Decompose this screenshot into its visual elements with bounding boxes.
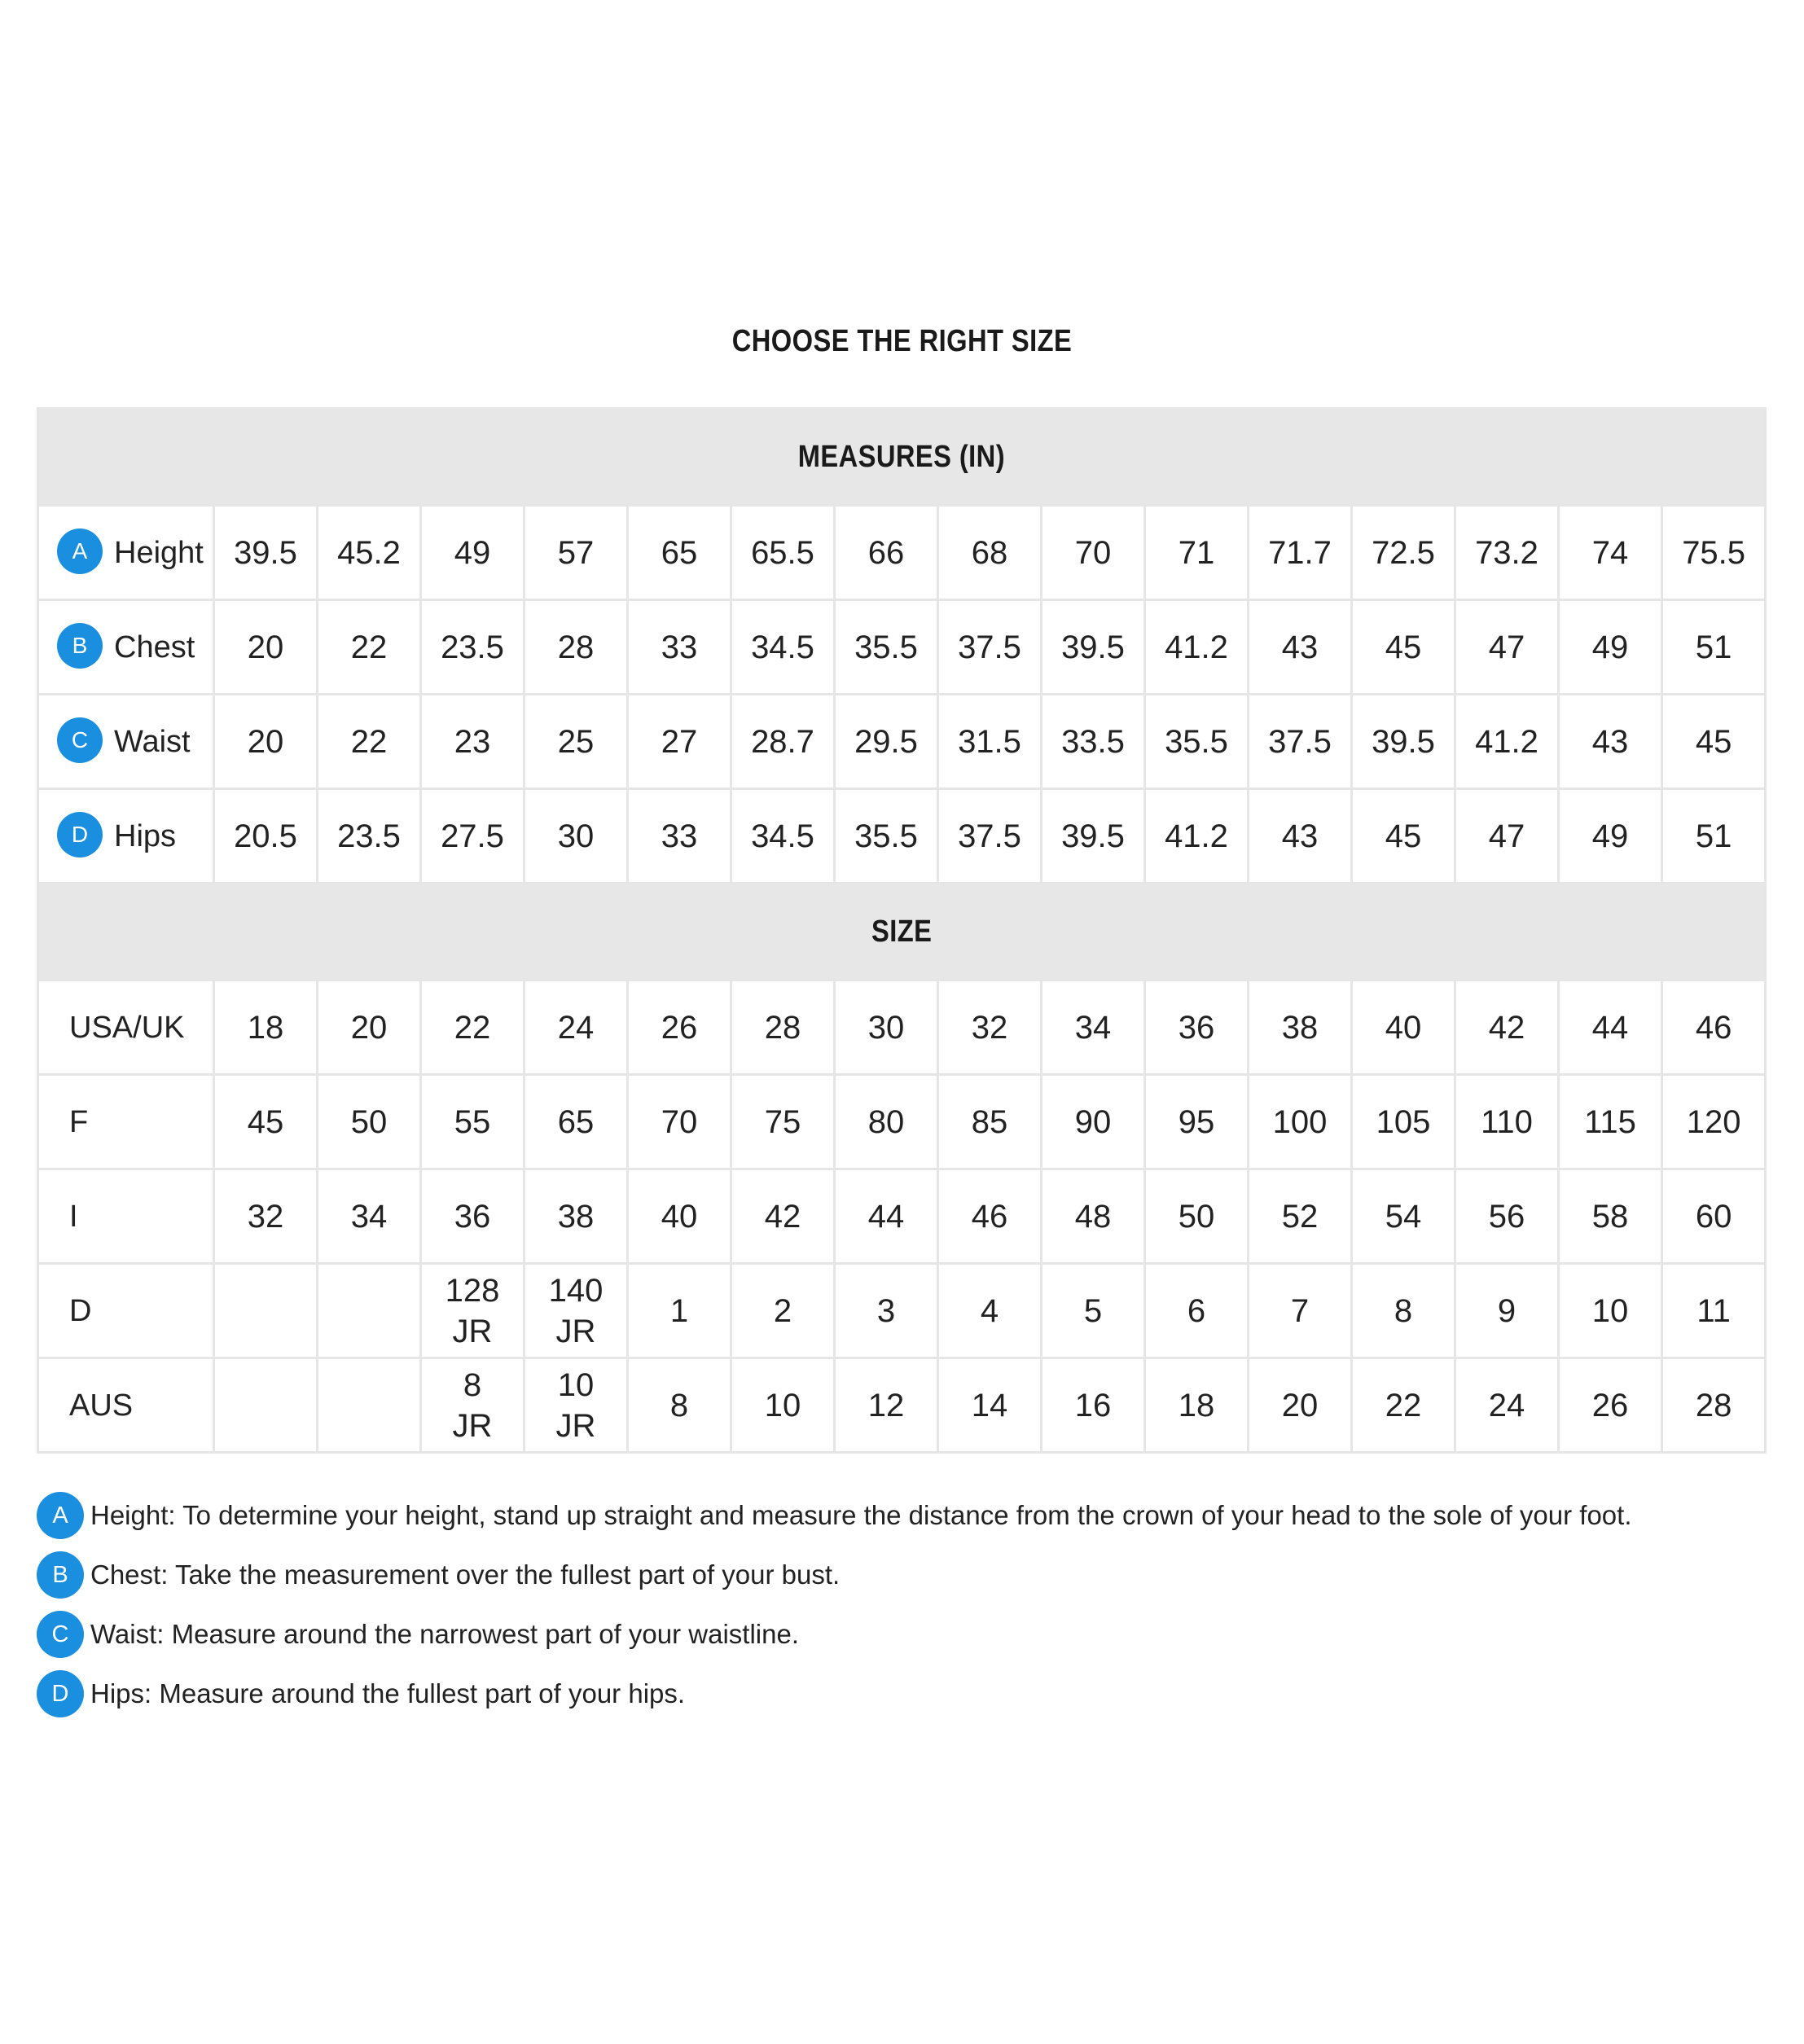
measure-value-cell: 39.5 bbox=[1042, 600, 1145, 695]
measure-row-waist bbox=[38, 695, 1766, 789]
size-value-cell: 24 bbox=[1455, 1358, 1559, 1453]
measure-value-cell: 51 bbox=[1662, 600, 1766, 695]
measure-value-cell: 49 bbox=[421, 506, 525, 600]
measure-value-cell: 49 bbox=[1559, 600, 1662, 695]
size-header-label: SIZE bbox=[871, 915, 933, 949]
note-badge: A bbox=[37, 1492, 84, 1539]
size-value-cell: 48 bbox=[1042, 1169, 1145, 1264]
size-value-cell: 18 bbox=[1145, 1358, 1249, 1453]
measurement-notes bbox=[37, 1492, 1767, 1730]
size-value-cell: 75 bbox=[731, 1075, 835, 1169]
size-header bbox=[38, 884, 1766, 980]
size-value-cell: 46 bbox=[1662, 980, 1766, 1075]
measure-value-cell: 45.2 bbox=[318, 506, 421, 600]
note-item bbox=[37, 1492, 1767, 1539]
measure-value-cell: 28 bbox=[525, 600, 628, 695]
measure-value-cell: 75.5 bbox=[1662, 506, 1766, 600]
size-value-cell: 65 bbox=[525, 1075, 628, 1169]
size-label: I bbox=[38, 1169, 214, 1264]
size-value-cell: 55 bbox=[421, 1075, 525, 1169]
size-value-cell: 58 bbox=[1559, 1169, 1662, 1264]
size-row bbox=[38, 1075, 1766, 1169]
size-value-cell: 28 bbox=[731, 980, 835, 1075]
size-header-row bbox=[38, 884, 1766, 980]
size-value-cell: 2 bbox=[731, 1264, 835, 1358]
size-value-cell: 26 bbox=[1559, 1358, 1662, 1453]
measure-value-cell: 45 bbox=[1352, 789, 1455, 884]
size-value-cell: 128 JR bbox=[421, 1264, 525, 1358]
size-value-cell: 45 bbox=[214, 1075, 318, 1169]
measure-value-cell: 33 bbox=[628, 600, 731, 695]
measure-value-cell: 71 bbox=[1145, 506, 1249, 600]
size-value-cell: 100 bbox=[1249, 1075, 1352, 1169]
size-value-cell: 80 bbox=[835, 1075, 938, 1169]
measure-label-cell bbox=[38, 789, 214, 884]
note-item bbox=[37, 1551, 1767, 1599]
size-label: USA/UK bbox=[38, 980, 214, 1075]
size-row bbox=[38, 1169, 1766, 1264]
note-item bbox=[37, 1611, 1767, 1658]
measure-value-cell: 66 bbox=[835, 506, 938, 600]
size-value-cell: 46 bbox=[938, 1169, 1042, 1264]
size-value-cell: 26 bbox=[628, 980, 731, 1075]
measures-header-row bbox=[38, 409, 1766, 506]
measure-label: Height bbox=[114, 535, 204, 570]
measure-badge: A bbox=[57, 529, 103, 574]
size-value-cell: 40 bbox=[1352, 980, 1455, 1075]
note-badge: C bbox=[37, 1611, 84, 1658]
size-value-cell: 54 bbox=[1352, 1169, 1455, 1264]
size-value-cell: 11 bbox=[1662, 1264, 1766, 1358]
size-value-cell: 32 bbox=[214, 1169, 318, 1264]
measure-value-cell: 65.5 bbox=[731, 506, 835, 600]
measure-value-cell: 41.2 bbox=[1145, 789, 1249, 884]
measure-value-cell: 34.5 bbox=[731, 600, 835, 695]
size-value-cell: 36 bbox=[421, 1169, 525, 1264]
measure-value-cell: 74 bbox=[1559, 506, 1662, 600]
size-value-cell bbox=[318, 1264, 421, 1358]
size-value-cell: 24 bbox=[525, 980, 628, 1075]
size-value-cell: 50 bbox=[1145, 1169, 1249, 1264]
note-text: Waist: Measure around the narrowest part of your waistline. bbox=[90, 1619, 800, 1649]
size-value-cell: 12 bbox=[835, 1358, 938, 1453]
size-value-cell: 4 bbox=[938, 1264, 1042, 1358]
measure-value-cell: 37.5 bbox=[938, 600, 1042, 695]
measure-value-cell: 51 bbox=[1662, 789, 1766, 884]
size-value-cell: 1 bbox=[628, 1264, 731, 1358]
size-value-cell: 120 bbox=[1662, 1075, 1766, 1169]
measures-header bbox=[38, 409, 1766, 506]
size-row bbox=[38, 980, 1766, 1075]
measure-value-cell: 39.5 bbox=[214, 506, 318, 600]
size-value-cell: 38 bbox=[525, 1169, 628, 1264]
size-value-cell: 22 bbox=[1352, 1358, 1455, 1453]
size-value-cell: 95 bbox=[1145, 1075, 1249, 1169]
measure-value-cell: 29.5 bbox=[835, 695, 938, 789]
measure-value-cell: 45 bbox=[1352, 600, 1455, 695]
measure-value-cell: 41.2 bbox=[1145, 600, 1249, 695]
size-value-cell: 16 bbox=[1042, 1358, 1145, 1453]
note-text: Chest: Take the measurement over the fullest part of your bust. bbox=[90, 1559, 841, 1590]
size-value-cell: 18 bbox=[214, 980, 318, 1075]
size-chart-table bbox=[37, 407, 1767, 1454]
size-row bbox=[38, 1358, 1766, 1453]
size-value-cell: 5 bbox=[1042, 1264, 1145, 1358]
measure-value-cell: 22 bbox=[318, 695, 421, 789]
measure-value-cell: 43 bbox=[1249, 789, 1352, 884]
size-value-cell: 85 bbox=[938, 1075, 1042, 1169]
size-value-cell: 34 bbox=[1042, 980, 1145, 1075]
measure-value-cell: 23.5 bbox=[421, 600, 525, 695]
measure-badge: B bbox=[57, 623, 103, 669]
measure-value-cell: 37.5 bbox=[1249, 695, 1352, 789]
size-value-cell: 7 bbox=[1249, 1264, 1352, 1358]
measure-value-cell: 22 bbox=[318, 600, 421, 695]
size-row bbox=[38, 1264, 1766, 1358]
measure-value-cell: 71.7 bbox=[1249, 506, 1352, 600]
size-value-cell: 30 bbox=[835, 980, 938, 1075]
page-title: CHOOSE THE RIGHT SIZE bbox=[731, 324, 1073, 358]
size-value-cell: 38 bbox=[1249, 980, 1352, 1075]
measure-value-cell: 39.5 bbox=[1352, 695, 1455, 789]
measure-value-cell: 41.2 bbox=[1455, 695, 1559, 789]
measure-value-cell: 68 bbox=[938, 506, 1042, 600]
measure-row-height bbox=[38, 506, 1766, 600]
measure-value-cell: 65 bbox=[628, 506, 731, 600]
measure-value-cell: 20 bbox=[214, 600, 318, 695]
size-value-cell: 44 bbox=[1559, 980, 1662, 1075]
size-value-cell: 9 bbox=[1455, 1264, 1559, 1358]
measure-value-cell: 33 bbox=[628, 789, 731, 884]
size-value-cell: 8 bbox=[628, 1358, 731, 1453]
size-value-cell: 10 bbox=[731, 1358, 835, 1453]
size-value-cell: 22 bbox=[421, 980, 525, 1075]
size-value-cell: 3 bbox=[835, 1264, 938, 1358]
size-label: F bbox=[38, 1075, 214, 1169]
size-label: D bbox=[38, 1264, 214, 1358]
measure-label-cell bbox=[38, 506, 214, 600]
measure-label: Waist bbox=[114, 724, 191, 759]
size-value-cell: 36 bbox=[1145, 980, 1249, 1075]
measure-value-cell: 39.5 bbox=[1042, 789, 1145, 884]
measure-value-cell: 37.5 bbox=[938, 789, 1042, 884]
size-label: AUS bbox=[38, 1358, 214, 1453]
measure-value-cell: 25 bbox=[525, 695, 628, 789]
measure-row-chest bbox=[38, 600, 1766, 695]
size-value-cell: 105 bbox=[1352, 1075, 1455, 1169]
size-value-cell: 90 bbox=[1042, 1075, 1145, 1169]
size-value-cell: 115 bbox=[1559, 1075, 1662, 1169]
measure-value-cell: 20.5 bbox=[214, 789, 318, 884]
measure-value-cell: 47 bbox=[1455, 600, 1559, 695]
size-value-cell: 32 bbox=[938, 980, 1042, 1075]
size-value-cell: 20 bbox=[1249, 1358, 1352, 1453]
size-value-cell: 8 JR bbox=[421, 1358, 525, 1453]
measure-value-cell: 30 bbox=[525, 789, 628, 884]
size-value-cell: 50 bbox=[318, 1075, 421, 1169]
measure-value-cell: 35.5 bbox=[835, 789, 938, 884]
size-value-cell: 10 JR bbox=[525, 1358, 628, 1453]
size-value-cell bbox=[214, 1358, 318, 1453]
size-value-cell: 70 bbox=[628, 1075, 731, 1169]
measure-value-cell: 35.5 bbox=[835, 600, 938, 695]
size-value-cell bbox=[214, 1264, 318, 1358]
size-value-cell: 42 bbox=[1455, 980, 1559, 1075]
measure-value-cell: 23 bbox=[421, 695, 525, 789]
size-value-cell: 44 bbox=[835, 1169, 938, 1264]
measure-value-cell: 47 bbox=[1455, 789, 1559, 884]
measure-value-cell: 27 bbox=[628, 695, 731, 789]
size-value-cell: 52 bbox=[1249, 1169, 1352, 1264]
measure-row-hips bbox=[38, 789, 1766, 884]
measure-value-cell: 27.5 bbox=[421, 789, 525, 884]
measure-value-cell: 73.2 bbox=[1455, 506, 1559, 600]
measure-value-cell: 23.5 bbox=[318, 789, 421, 884]
size-value-cell: 10 bbox=[1559, 1264, 1662, 1358]
note-badge: B bbox=[37, 1551, 84, 1599]
size-value-cell: 28 bbox=[1662, 1358, 1766, 1453]
measure-value-cell: 57 bbox=[525, 506, 628, 600]
measure-value-cell: 31.5 bbox=[938, 695, 1042, 789]
size-value-cell: 110 bbox=[1455, 1075, 1559, 1169]
size-value-cell: 60 bbox=[1662, 1169, 1766, 1264]
size-value-cell: 56 bbox=[1455, 1169, 1559, 1264]
measure-value-cell: 28.7 bbox=[731, 695, 835, 789]
measure-value-cell: 20 bbox=[214, 695, 318, 789]
note-badge: D bbox=[37, 1670, 84, 1717]
size-value-cell: 14 bbox=[938, 1358, 1042, 1453]
measure-value-cell: 43 bbox=[1249, 600, 1352, 695]
note-item bbox=[37, 1670, 1767, 1717]
measure-badge: D bbox=[57, 812, 103, 858]
measure-badge: C bbox=[57, 717, 103, 763]
measure-value-cell: 33.5 bbox=[1042, 695, 1145, 789]
size-value-cell: 8 bbox=[1352, 1264, 1455, 1358]
size-value-cell: 6 bbox=[1145, 1264, 1249, 1358]
note-text: Hips: Measure around the fullest part of your hips. bbox=[90, 1678, 686, 1708]
measure-label-cell bbox=[38, 695, 214, 789]
size-value-cell: 40 bbox=[628, 1169, 731, 1264]
measures-header-label: MEASURES (IN) bbox=[797, 440, 1006, 474]
size-value-cell: 20 bbox=[318, 980, 421, 1075]
measure-label-cell bbox=[38, 600, 214, 695]
size-value-cell: 140 JR bbox=[525, 1264, 628, 1358]
measure-value-cell: 35.5 bbox=[1145, 695, 1249, 789]
measure-value-cell: 34.5 bbox=[731, 789, 835, 884]
measure-value-cell: 70 bbox=[1042, 506, 1145, 600]
measure-value-cell: 72.5 bbox=[1352, 506, 1455, 600]
measure-value-cell: 49 bbox=[1559, 789, 1662, 884]
size-value-cell: 42 bbox=[731, 1169, 835, 1264]
measure-label: Chest bbox=[114, 629, 195, 665]
measure-value-cell: 45 bbox=[1662, 695, 1766, 789]
size-value-cell: 34 bbox=[318, 1169, 421, 1264]
measure-label: Hips bbox=[114, 818, 177, 853]
measure-value-cell: 43 bbox=[1559, 695, 1662, 789]
size-value-cell bbox=[318, 1358, 421, 1453]
note-text: Height: To determine your height, stand up straight and measure the distance from the crown of your head to the sole of your foot. bbox=[90, 1500, 1632, 1530]
